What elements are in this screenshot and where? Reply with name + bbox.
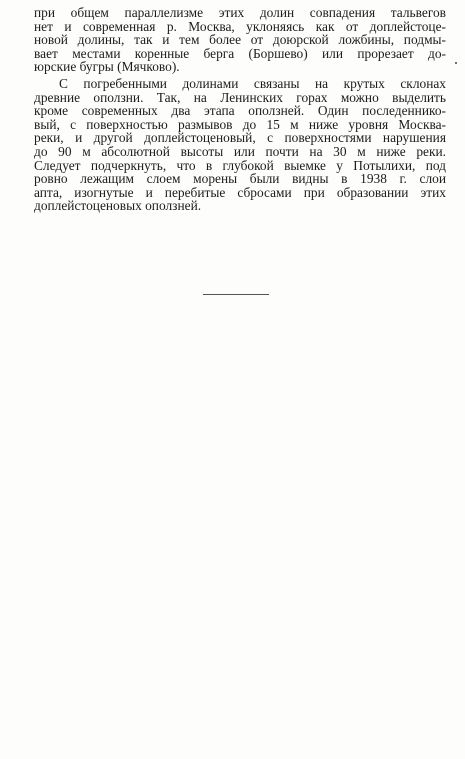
text-line: С погребенными долинами связаны на крутых склонах	[59, 75, 446, 91]
print-speck	[455, 62, 457, 64]
text-line: Следует подчеркнуть, что в глубокой выемке у Потылихи, под	[34, 157, 446, 173]
text-line: реки, и другой доплейстоценовый, с поверхностями нарушения	[34, 130, 446, 146]
text-line: юрские бугры (Мячково).	[34, 59, 180, 75]
text-line: кроме современных два этапа оползней. Один последеннико-	[34, 103, 446, 119]
text-line: доплейстоценовых оползней.	[34, 198, 202, 214]
text-line: новой долины, так и тем более от доюрской ложбины, подмы-	[34, 32, 446, 48]
text-line: апта, изогнутые и перебитые сбросами при образовании этих	[34, 184, 446, 200]
paragraph-1	[34, 6, 446, 74]
text-line: древние оползни. Так, на Ленинских горах можно выделить	[34, 89, 446, 105]
body-text	[34, 6, 446, 213]
text-line: ровно лежащим слоем морены были видны в 1938 г. слои	[34, 171, 446, 187]
text-line: до 90 м абсолютной высоты или почти на 30 м ниже реки.	[34, 143, 446, 159]
text-line: при общем параллелизме этих долин совпадения тальвегов	[34, 5, 446, 20]
paragraph-2	[34, 77, 446, 213]
section-separator-rule	[203, 294, 269, 295]
text-line: нет и современная р. Москва, уклоняясь как от доплейстоце-	[34, 18, 446, 34]
text-line: вает местами коренные берга (Боршево) или прорезает до-	[34, 45, 446, 61]
text-line: вый, с поверхностью размывов до 15 м ниже уровня Москва-	[34, 116, 446, 132]
